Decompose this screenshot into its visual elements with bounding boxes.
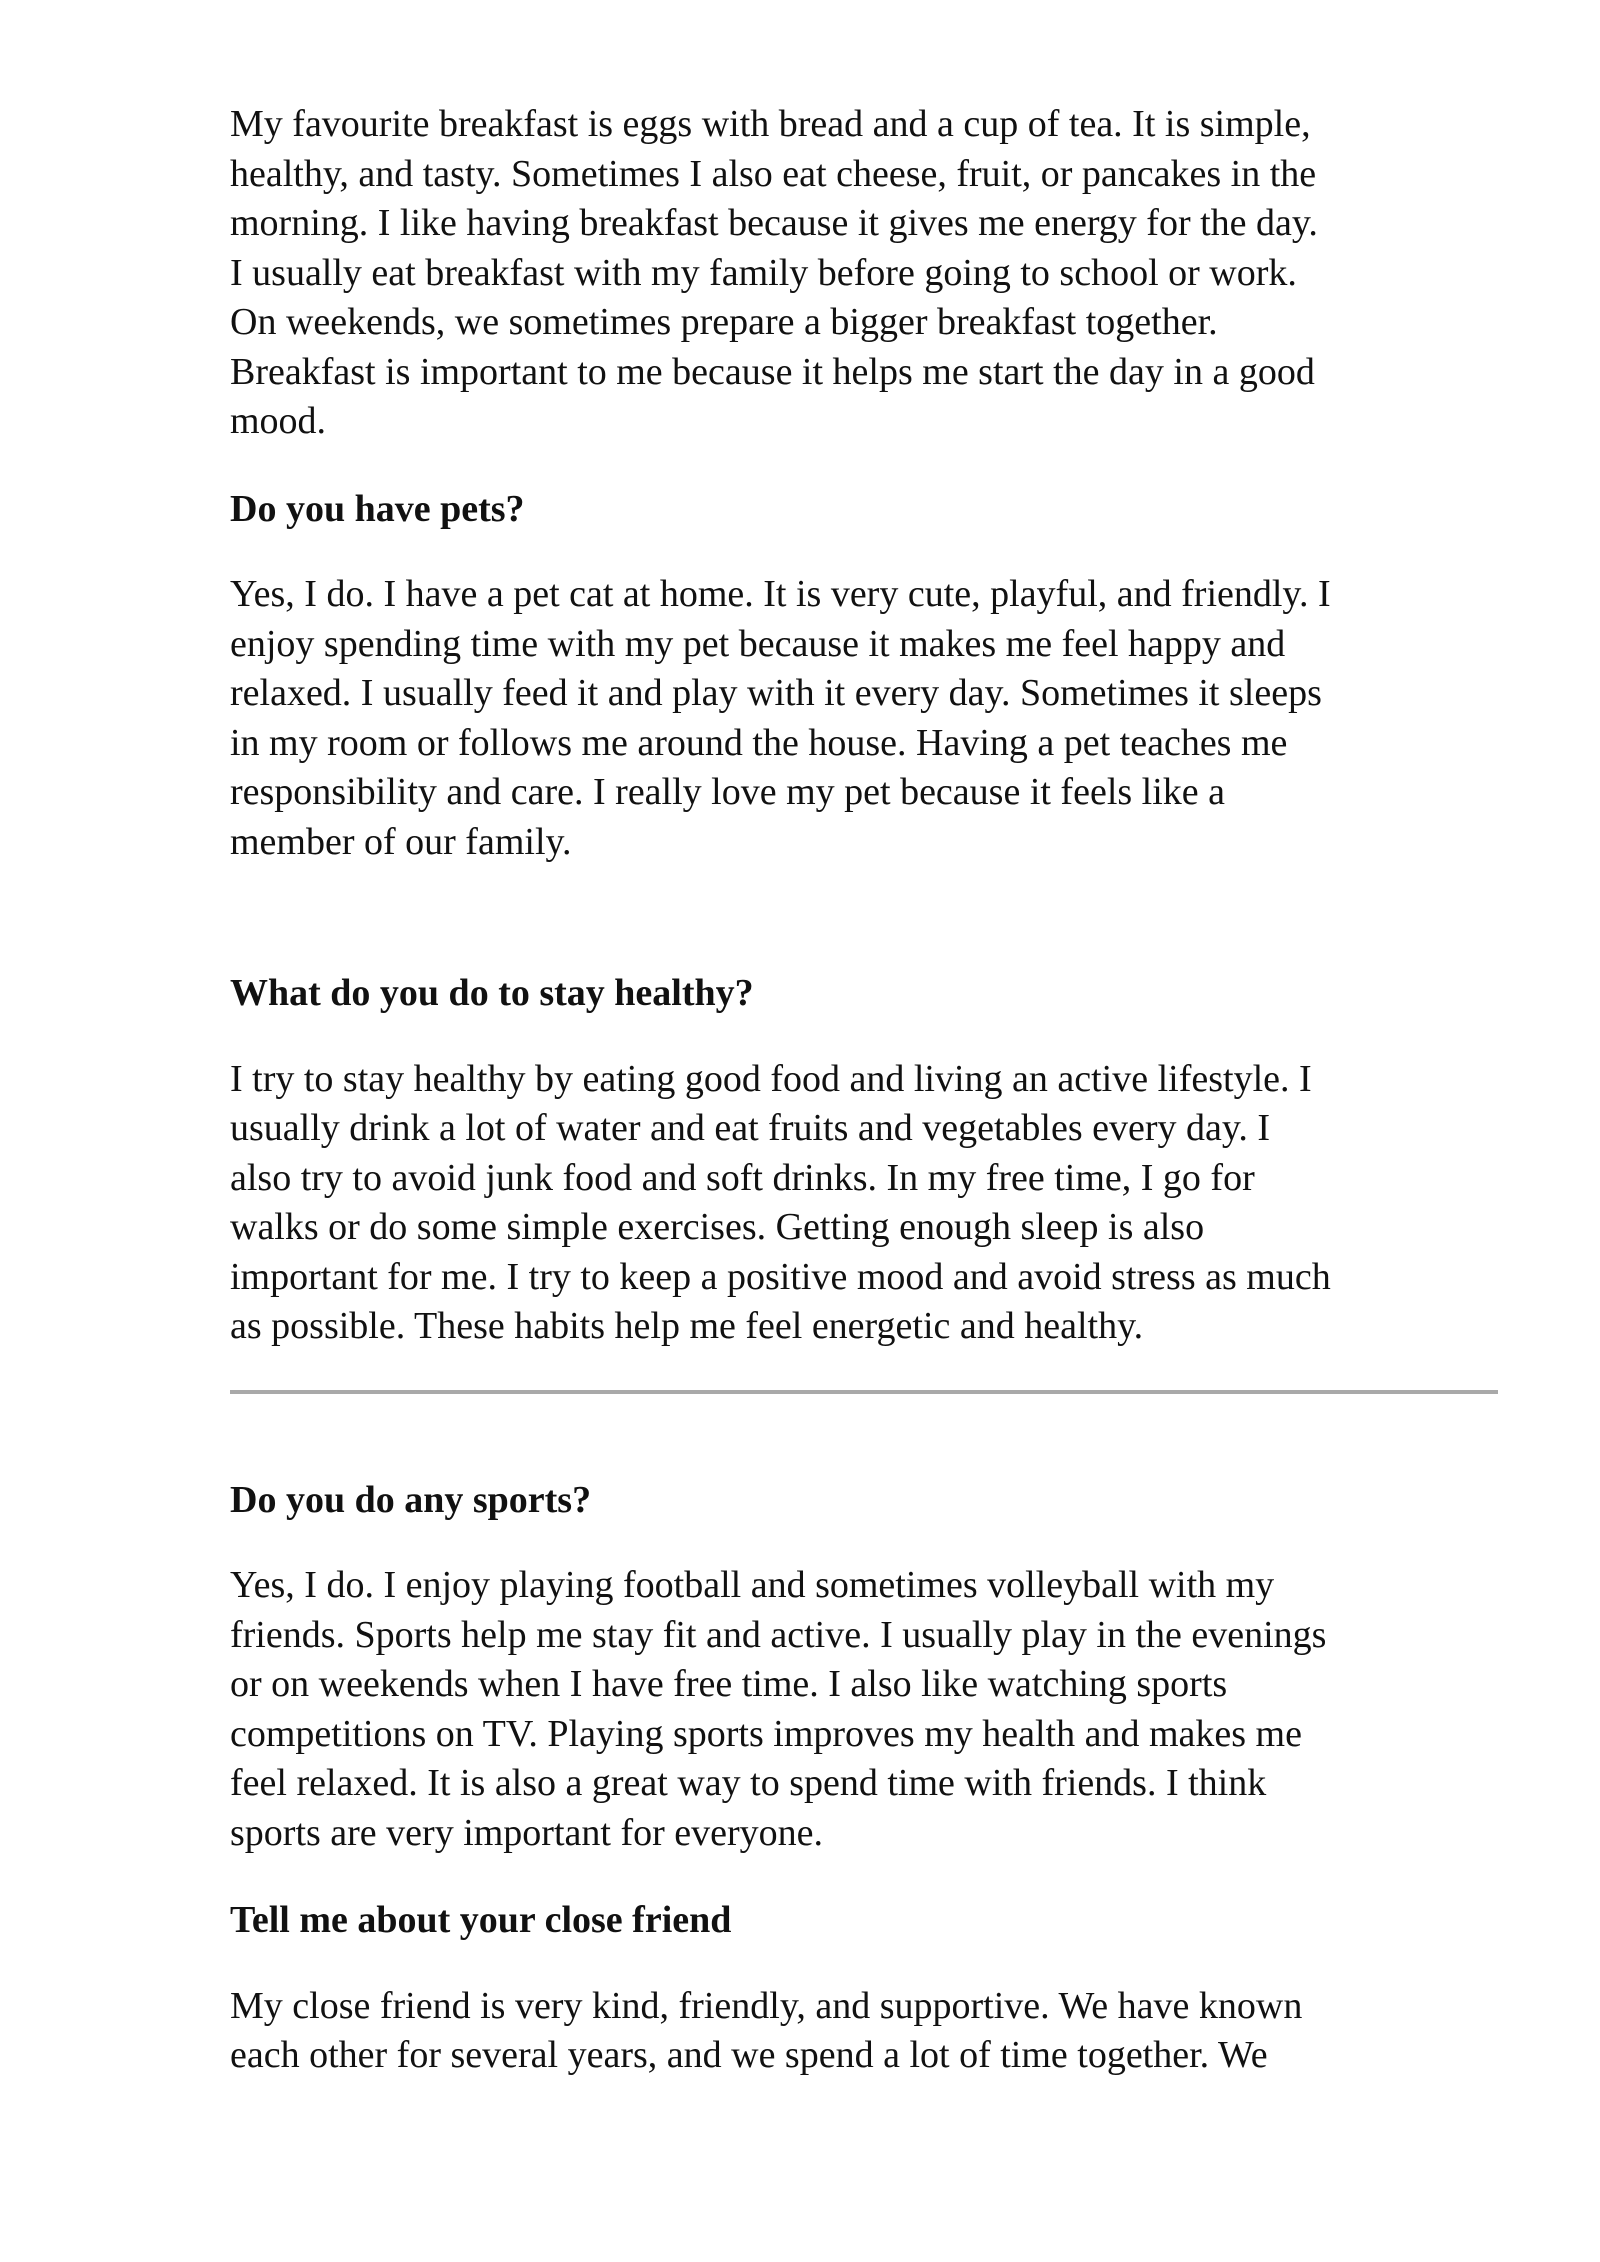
divider-spacer (230, 1394, 1500, 1476)
pets-heading: Do you have pets? (230, 487, 525, 530)
breakfast-paragraph: My favourite breakfast is eggs with bread and a cup of tea. It is simple, healthy, and tasty. Sometimes I also eat cheese, fruit, or pancakes in the morning. I like having breakfast because it gives me energy for the day. I usually eat breakfast with my family before going to school or work. On weekends, we sometimes prepare a bigger breakfast together. Breakfast is important to me because it helps me start the day in a good mood. (230, 103, 1318, 442)
pets-paragraph: Yes, I do. I have a pet cat at home. It is very cute, playful, and friendly. I enjoy spending time with my pet because it makes me feel happy and relaxed. I usually feed it and play with it every day. Sometimes it sleeps in my room or follows me around the house. Having a pet teaches me responsibility and care. I really love my pet because it feels like a member of our family. (230, 573, 1331, 863)
sports-heading: Do you do any sports? (230, 1478, 592, 1521)
friend-paragraph: My close friend is very kind, friendly, and supportive. We have known each other for several years, and we spend a lot of time together. We (230, 1984, 1303, 2076)
friend-heading: Tell me about your close friend (230, 1899, 732, 1941)
healthy-heading: What do you do to stay healthy? (230, 972, 754, 1014)
healthy-paragraph: I try to stay healthy by eating good food and living an active lifestyle. I usually drink a lot of water and eat fruits and vegetables every day. I also try to avoid junk food and soft drinks. In my free time, I go for walks or do some simple exercises. Getting enough sleep is also important for me. I try to keep a positive mood and avoid stress as much as possible. These habits help me feel energetic and healthy. (230, 1057, 1331, 1347)
section-spacer (230, 867, 1500, 969)
document-page (230, 100, 1500, 2081)
sports-paragraph: Yes, I do. I enjoy playing football and sometimes volleyball with my friends. Sports help me stay fit and active. I usually play in the evenings or on weekends when I have free time. I also like watching sports competitions on TV. Playing sports improves my health and makes me feel relaxed. It is also a great way to spend time with friends. I think sports are very important for everyone. (230, 1564, 1327, 1854)
